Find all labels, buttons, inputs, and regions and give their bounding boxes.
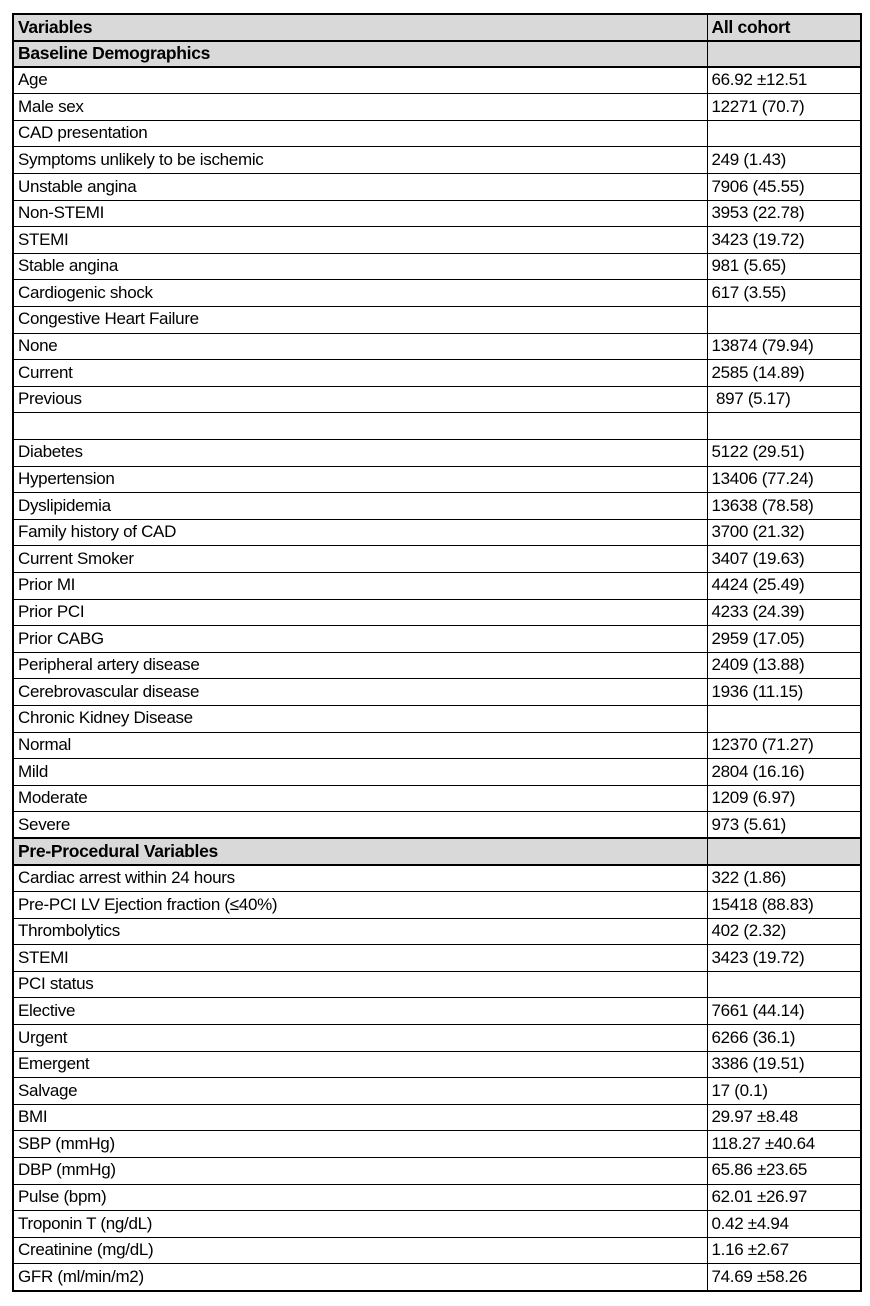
value-cell: 2804 (16.16): [707, 759, 861, 786]
variable-cell: Severe: [13, 812, 707, 839]
table-row: [13, 67, 861, 94]
variable-cell: Pulse (bpm): [13, 1184, 707, 1211]
table-row: [13, 1051, 861, 1078]
value-cell: 65.86 ±23.65: [707, 1158, 861, 1185]
value-cell: 29.97 ±8.48: [707, 1104, 861, 1131]
variable-cell: STEMI: [13, 945, 707, 972]
variable-cell: Current: [13, 360, 707, 387]
variable-cell: Prior PCI: [13, 599, 707, 626]
value-cell: 249 (1.43): [707, 147, 861, 174]
table-row: [13, 307, 861, 334]
variable-cell: Family history of CAD: [13, 519, 707, 546]
variable-cell: Moderate: [13, 785, 707, 812]
variable-cell: Current Smoker: [13, 546, 707, 573]
table-row: [13, 1104, 861, 1131]
value-cell: 3700 (21.32): [707, 519, 861, 546]
table-row: [13, 200, 861, 227]
variable-cell: Cardiac arrest within 24 hours: [13, 865, 707, 892]
table-row: [13, 147, 861, 174]
table-row: [13, 227, 861, 254]
table-row: [13, 174, 861, 201]
table-row: [13, 865, 861, 892]
value-cell: 1209 (6.97): [707, 785, 861, 812]
variable-cell: Non-STEMI: [13, 200, 707, 227]
variable-cell: Thrombolytics: [13, 918, 707, 945]
table-row: [13, 652, 861, 679]
value-cell: 3407 (19.63): [707, 546, 861, 573]
table-row: [13, 386, 861, 413]
variable-cell: Previous: [13, 386, 707, 413]
table-row: [13, 1158, 861, 1185]
value-cell: 2959 (17.05): [707, 626, 861, 653]
value-cell: 13638 (78.58): [707, 493, 861, 520]
table-row: [13, 41, 861, 68]
table-row: [13, 519, 861, 546]
variable-cell: Stable angina: [13, 253, 707, 280]
value-cell: 66.92 ±12.51: [707, 67, 861, 94]
value-cell: 62.01 ±26.97: [707, 1184, 861, 1211]
variable-cell: GFR (ml/min/m2): [13, 1264, 707, 1291]
table-row: [13, 945, 861, 972]
value-cell: 322 (1.86): [707, 865, 861, 892]
table-row: [13, 466, 861, 493]
value-cell: 973 (5.61): [707, 812, 861, 839]
column-header-all-cohort: All cohort: [707, 14, 861, 41]
variable-cell: Prior MI: [13, 572, 707, 599]
variable-cell: STEMI: [13, 227, 707, 254]
value-cell: [707, 971, 861, 998]
table-row: [13, 918, 861, 945]
variable-cell: Male sex: [13, 94, 707, 121]
table-row: [13, 333, 861, 360]
table-row: [13, 120, 861, 147]
value-cell: 1.16 ±2.67: [707, 1237, 861, 1264]
table-row: [13, 705, 861, 732]
value-cell: [707, 705, 861, 732]
column-header-variables: Variables: [13, 14, 707, 41]
table-row: [13, 838, 861, 865]
table-body: [13, 41, 861, 1291]
table-row: [13, 360, 861, 387]
value-cell: [707, 413, 861, 440]
table-header: [13, 14, 861, 41]
variable-cell: Diabetes: [13, 440, 707, 467]
variable-cell: Mild: [13, 759, 707, 786]
value-cell: 897 (5.17): [707, 386, 861, 413]
variable-cell: Troponin T (ng/dL): [13, 1211, 707, 1238]
value-cell: 0.42 ±4.94: [707, 1211, 861, 1238]
variable-cell: Normal: [13, 732, 707, 759]
variable-cell: Pre-PCI LV Ejection fraction (≤40%): [13, 892, 707, 919]
variable-cell: DBP (mmHg): [13, 1158, 707, 1185]
value-cell: 17 (0.1): [707, 1078, 861, 1105]
table-row: [13, 1184, 861, 1211]
table-row: [13, 572, 861, 599]
table-row: [13, 892, 861, 919]
table-row: [13, 1264, 861, 1291]
table-row: [13, 1078, 861, 1105]
value-cell: 118.27 ±40.64: [707, 1131, 861, 1158]
variable-cell: Elective: [13, 998, 707, 1025]
table-row: [13, 1025, 861, 1052]
value-cell: [707, 838, 861, 865]
table-row: [13, 626, 861, 653]
table-row: [13, 812, 861, 839]
variable-cell: CAD presentation: [13, 120, 707, 147]
table-row: [13, 94, 861, 121]
variable-cell: Emergent: [13, 1051, 707, 1078]
variable-cell: Baseline Demographics: [13, 41, 707, 68]
value-cell: 13406 (77.24): [707, 466, 861, 493]
value-cell: 7906 (45.55): [707, 174, 861, 201]
variable-cell: Pre-Procedural Variables: [13, 838, 707, 865]
table-row: [13, 280, 861, 307]
value-cell: 74.69 ±58.26: [707, 1264, 861, 1291]
value-cell: 981 (5.65): [707, 253, 861, 280]
value-cell: 13874 (79.94): [707, 333, 861, 360]
value-cell: [707, 120, 861, 147]
table-row: [13, 493, 861, 520]
value-cell: 617 (3.55): [707, 280, 861, 307]
value-cell: 3423 (19.72): [707, 227, 861, 254]
variable-cell: Dyslipidemia: [13, 493, 707, 520]
value-cell: [707, 307, 861, 334]
variable-cell: Creatinine (mg/dL): [13, 1237, 707, 1264]
value-cell: 1936 (11.15): [707, 679, 861, 706]
variable-cell: None: [13, 333, 707, 360]
variable-cell: Cardiogenic shock: [13, 280, 707, 307]
table-row: [13, 253, 861, 280]
variable-cell: Cerebrovascular disease: [13, 679, 707, 706]
header-row: [13, 14, 861, 41]
variable-cell: SBP (mmHg): [13, 1131, 707, 1158]
variable-cell: [13, 413, 707, 440]
value-cell: 15418 (88.83): [707, 892, 861, 919]
variable-cell: Prior CABG: [13, 626, 707, 653]
table-row: [13, 785, 861, 812]
variable-cell: PCI status: [13, 971, 707, 998]
value-cell: 2409 (13.88): [707, 652, 861, 679]
value-cell: 7661 (44.14): [707, 998, 861, 1025]
variable-cell: Unstable angina: [13, 174, 707, 201]
value-cell: 12370 (71.27): [707, 732, 861, 759]
value-cell: 3953 (22.78): [707, 200, 861, 227]
value-cell: 4424 (25.49): [707, 572, 861, 599]
table-row: [13, 546, 861, 573]
table-row: [13, 732, 861, 759]
variable-cell: Peripheral artery disease: [13, 652, 707, 679]
value-cell: 12271 (70.7): [707, 94, 861, 121]
value-cell: 6266 (36.1): [707, 1025, 861, 1052]
variable-cell: Hypertension: [13, 466, 707, 493]
table-row: [13, 440, 861, 467]
table-row: [13, 599, 861, 626]
variable-cell: BMI: [13, 1104, 707, 1131]
table-row: [13, 971, 861, 998]
value-cell: 402 (2.32): [707, 918, 861, 945]
value-cell: 4233 (24.39): [707, 599, 861, 626]
table-row: [13, 679, 861, 706]
variable-cell: Salvage: [13, 1078, 707, 1105]
value-cell: 5122 (29.51): [707, 440, 861, 467]
table-row: [13, 1131, 861, 1158]
variable-cell: Chronic Kidney Disease: [13, 705, 707, 732]
table-row: [13, 1237, 861, 1264]
value-cell: 3423 (19.72): [707, 945, 861, 972]
cohort-table: [12, 13, 862, 1292]
variable-cell: Urgent: [13, 1025, 707, 1052]
table-row: [13, 413, 861, 440]
variable-cell: Symptoms unlikely to be ischemic: [13, 147, 707, 174]
value-cell: 3386 (19.51): [707, 1051, 861, 1078]
variable-cell: Age: [13, 67, 707, 94]
table-row: [13, 1211, 861, 1238]
value-cell: 2585 (14.89): [707, 360, 861, 387]
table-row: [13, 998, 861, 1025]
table-row: [13, 759, 861, 786]
value-cell: [707, 41, 861, 68]
variable-cell: Congestive Heart Failure: [13, 307, 707, 334]
